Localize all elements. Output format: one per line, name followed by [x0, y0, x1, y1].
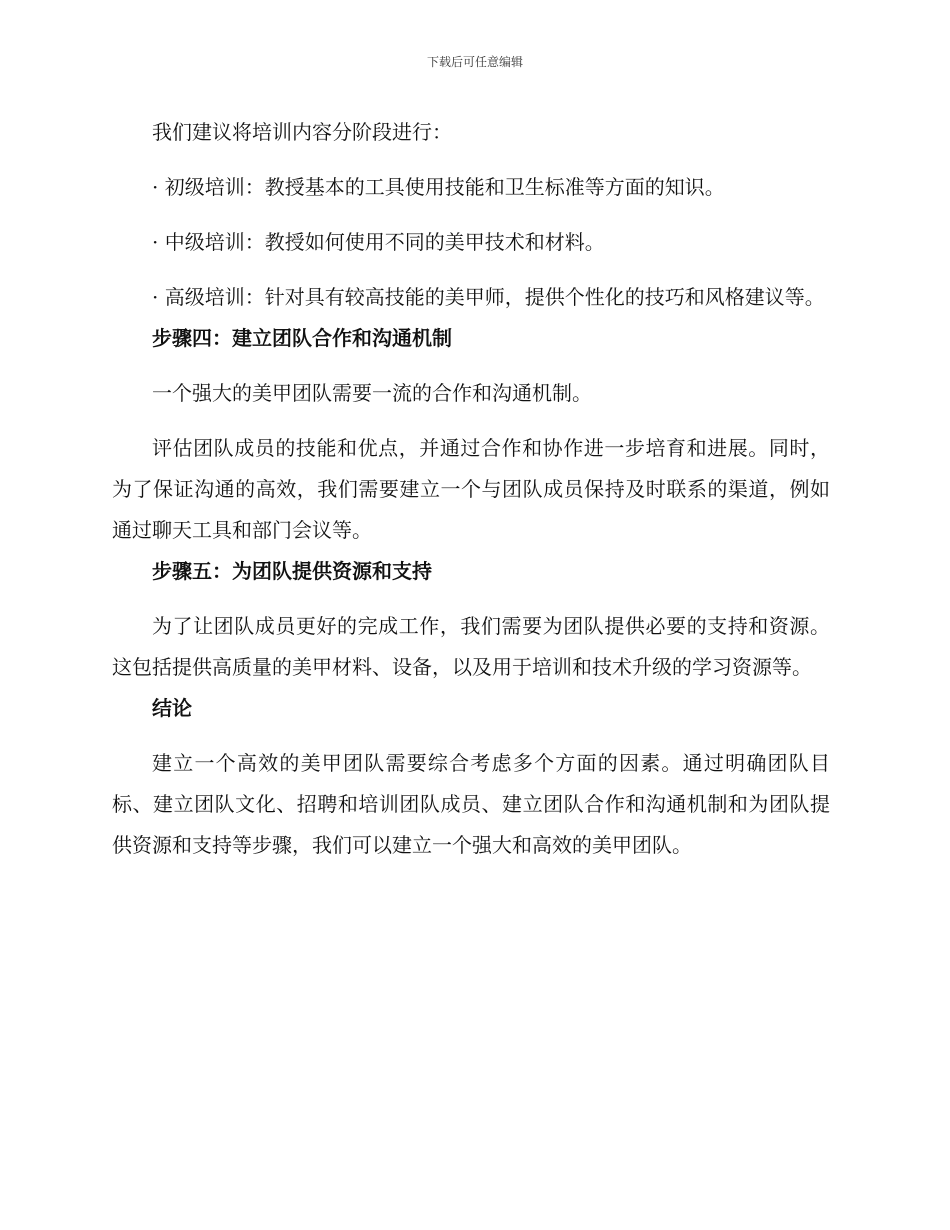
- paragraph-step-five: 为了让团队成员更好的完成工作，我们需要为团队提供必要的支持和资源。这包括提供高质量的美甲材料、设备，以及用于培训和技术升级的学习资源等。: [112, 614, 830, 679]
- heading-conclusion: 结论: [152, 696, 192, 720]
- page-header-note: 下载后可任意编辑: [426, 55, 523, 69]
- document-body: [112, 112, 830, 866]
- paragraph-step-four-detail: 评估团队成员的技能和优点，并通过合作和协作进一步培育和进展。同时，为了保证沟通的高效，我们需要建立一个与团队成员保持及时联系的渠道，例如通过聊天工具和部门会议等。: [112, 436, 830, 542]
- bullet-intermediate-training: · 中级培训：教授如何使用不同的美甲技术和材料。: [152, 230, 605, 254]
- bullet-advanced-training: · 高级培训：针对具有较高技能的美甲师，提供个性化的技巧和风格建议等。: [152, 285, 825, 309]
- paragraph-training-intro: 我们建议将培训内容分阶段进行：: [152, 120, 452, 144]
- paragraph-step-four-intro: 一个强大的美甲团队需要一流的合作和沟通机制。: [152, 381, 592, 405]
- bullet-basic-training: · 初级培训：教授基本的工具使用技能和卫生标准等方面的知识。: [152, 175, 725, 199]
- paragraph-conclusion: 建立一个高效的美甲团队需要综合考虑多个方面的因素。通过明确团队目标、建立团队文化、招聘和培训团队成员、建立团队合作和沟通机制和为团队提供资源和支持等步骤，我们可以建立一个强大和高效的美甲团队。: [112, 751, 830, 857]
- heading-step-five: 步骤五：为团队提供资源和支持: [152, 559, 432, 583]
- heading-step-four: 步骤四：建立团队合作和沟通机制: [152, 326, 452, 350]
